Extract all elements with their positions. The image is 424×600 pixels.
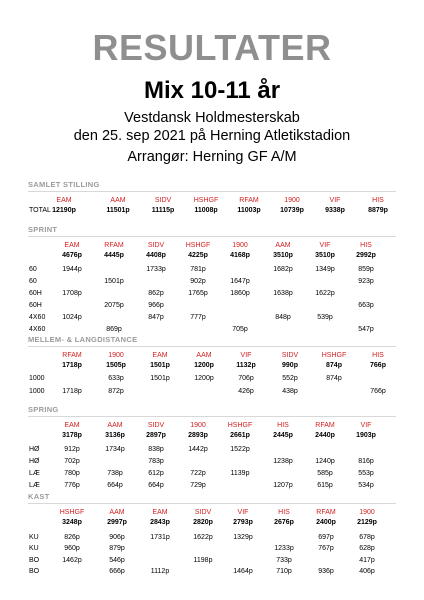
event-label: 4X60 xyxy=(29,326,46,333)
result-value: 1200p xyxy=(194,375,214,382)
result-value: 1349p xyxy=(315,266,335,273)
result-value: 1718p xyxy=(62,388,82,395)
event-label: 4X60 xyxy=(29,314,46,321)
team-club: EAM xyxy=(64,242,80,249)
result-value: 628p xyxy=(359,545,375,552)
event-label: KU xyxy=(29,534,39,541)
result-value: 552p xyxy=(282,375,298,382)
team-club: 1900 xyxy=(108,352,124,359)
team-club: RFAM xyxy=(239,197,259,204)
team-points: 11115p xyxy=(151,207,175,214)
section-divider xyxy=(28,503,396,504)
result-value: 1638p xyxy=(273,290,293,297)
section-title: SPRINT xyxy=(28,225,58,234)
result-value: 705p xyxy=(232,326,248,333)
result-value: 406p xyxy=(359,568,375,575)
result-value: 776p xyxy=(64,482,80,489)
result-value: 923p xyxy=(358,278,374,285)
event-date-venue: den 25. sep 2021 på Herning Atletikstadion xyxy=(73,128,351,144)
result-value: 826p xyxy=(64,534,80,541)
result-value: 729p xyxy=(190,482,206,489)
result-value: 738p xyxy=(107,470,123,477)
section-divider xyxy=(28,346,396,347)
results-title: RESULTATER xyxy=(92,27,332,68)
result-value: 766p xyxy=(370,388,386,395)
team-club: SIDV xyxy=(147,242,165,249)
team-points: 990p xyxy=(282,362,298,369)
result-value: 1207p xyxy=(273,482,293,489)
result-value: 664p xyxy=(107,482,123,489)
team-points: 2400p xyxy=(316,519,336,526)
result-value: 906p xyxy=(109,534,125,541)
team-club: VIF xyxy=(240,352,252,359)
section-title: KAST xyxy=(28,492,50,501)
event-label: HØ xyxy=(29,446,40,453)
section-title: SPRING xyxy=(28,405,59,414)
team-club: EAM xyxy=(56,197,72,204)
team-club: SIDV xyxy=(281,352,299,359)
result-value: 1734p xyxy=(105,446,125,453)
team-points: 11501p xyxy=(106,207,130,214)
result-value: 874p xyxy=(326,375,342,382)
team-points: 2893p xyxy=(188,432,208,439)
team-club: SIDV xyxy=(147,422,165,429)
team-points: 11003p xyxy=(237,207,261,214)
team-club: VIF xyxy=(319,242,331,249)
result-value: 1442p xyxy=(188,446,208,453)
section-title: MELLEM- & LANGDISTANCE xyxy=(28,335,138,344)
result-value: 612p xyxy=(148,470,164,477)
result-value: 781p xyxy=(190,266,206,273)
result-value: 1238p xyxy=(273,458,293,465)
team-points: 2997p xyxy=(107,519,127,526)
result-value: 1708p xyxy=(62,290,82,297)
team-club: EAM xyxy=(152,352,168,359)
team-points: 1132p xyxy=(236,362,256,369)
result-value: 2075p xyxy=(104,302,124,309)
result-value: 1522p xyxy=(230,446,250,453)
team-club: HSHGF xyxy=(321,352,347,359)
result-value: 664p xyxy=(148,482,164,489)
team-club: HSHGF xyxy=(227,422,253,429)
team-points: 2897p xyxy=(146,432,166,439)
category-title: Mix 10-11 år xyxy=(143,77,281,104)
result-value: 847p xyxy=(148,314,164,321)
team-points: 3510p xyxy=(315,252,335,259)
team-club: HIS xyxy=(372,352,384,359)
result-value: 722p xyxy=(190,470,206,477)
team-points: 4408p xyxy=(146,252,166,259)
result-value: 1329p xyxy=(233,534,253,541)
team-club: VIF xyxy=(329,197,341,204)
event-label: 60H xyxy=(29,290,42,297)
team-club: 1900 xyxy=(190,422,206,429)
team-points: 9338p xyxy=(325,207,345,214)
team-points: 3178p xyxy=(62,432,82,439)
event-label: 60 xyxy=(29,278,37,285)
result-value: 1733p xyxy=(146,266,166,273)
result-value: 1501p xyxy=(104,278,124,285)
team-club: 1900 xyxy=(284,197,300,204)
event-label: 1000 xyxy=(29,388,45,395)
result-value: 678p xyxy=(359,534,375,541)
event-label: LÆ xyxy=(29,470,40,477)
result-value: 777p xyxy=(190,314,206,321)
team-club: HSHGF xyxy=(193,197,219,204)
event-label: BO xyxy=(29,568,40,575)
team-club: SIDV xyxy=(154,197,172,204)
result-value: 438p xyxy=(282,388,298,395)
team-points: 2661p xyxy=(230,432,250,439)
team-club: HSHGF xyxy=(59,509,85,516)
team-club: HSHGF xyxy=(185,242,211,249)
result-value: 585p xyxy=(317,470,333,477)
team-points: 4168p xyxy=(230,252,250,259)
result-value: 417p xyxy=(359,557,375,564)
result-value: 966p xyxy=(148,302,164,309)
result-value: 816p xyxy=(358,458,374,465)
team-club: AAM xyxy=(107,422,123,429)
result-value: 1731p xyxy=(150,534,170,541)
result-value: 633p xyxy=(108,375,124,382)
result-value: 872p xyxy=(108,388,124,395)
team-points: 2129p xyxy=(357,519,377,526)
section-divider xyxy=(28,236,396,237)
team-points: 2992p xyxy=(356,252,376,259)
team-points: 8879p xyxy=(368,207,388,214)
team-points: 11008p xyxy=(194,207,218,214)
team-points: 12190p xyxy=(52,207,76,214)
result-value: 1682p xyxy=(273,266,293,273)
result-value: 666p xyxy=(109,568,125,575)
organizer: Arrangør: Herning GF A/M xyxy=(127,149,297,165)
result-value: 1622p xyxy=(315,290,335,297)
result-value: 1112p xyxy=(150,568,170,575)
event-label: BO xyxy=(29,557,40,564)
team-points: 2676p xyxy=(274,519,294,526)
event-label: 60H xyxy=(29,302,42,309)
result-value: 848p xyxy=(275,314,291,321)
section-divider xyxy=(28,416,396,417)
team-points: 4676p xyxy=(62,252,82,259)
team-points: 766p xyxy=(370,362,386,369)
event-label: LÆ xyxy=(29,482,40,489)
team-club: AAM xyxy=(275,242,291,249)
team-club: RFAM xyxy=(315,422,335,429)
result-value: 539p xyxy=(317,314,333,321)
team-club: SIDV xyxy=(194,509,212,516)
team-club: AAM xyxy=(110,197,126,204)
team-points: 2445p xyxy=(273,432,293,439)
team-club: VIF xyxy=(360,422,372,429)
result-value: 1647p xyxy=(230,278,250,285)
result-value: 426p xyxy=(238,388,254,395)
result-value: 783p xyxy=(148,458,164,465)
team-club: EAM xyxy=(64,422,80,429)
team-club: HIS xyxy=(372,197,384,204)
result-value: 1240p xyxy=(315,458,335,465)
team-club: RFAM xyxy=(316,509,336,516)
team-points: 1505p xyxy=(106,362,126,369)
result-value: 912p xyxy=(64,446,80,453)
team-club: VIF xyxy=(237,509,249,516)
team-points: 4225p xyxy=(188,252,208,259)
section-divider xyxy=(28,191,396,192)
result-value: 553p xyxy=(358,470,374,477)
team-club: AAM xyxy=(196,352,212,359)
section-title: SAMLET STILLING xyxy=(28,180,100,189)
result-value: 663p xyxy=(358,302,374,309)
team-points: 2843p xyxy=(150,519,170,526)
result-value: 1501p xyxy=(150,375,170,382)
result-value: 767p xyxy=(318,545,334,552)
team-club: 1900 xyxy=(359,509,375,516)
result-value: 733p xyxy=(276,557,292,564)
team-points: 1501p xyxy=(150,362,170,369)
result-value: 1024p xyxy=(62,314,82,321)
team-points: 4445p xyxy=(104,252,124,259)
result-value: 862p xyxy=(148,290,164,297)
result-value: 859p xyxy=(358,266,374,273)
team-club: 1900 xyxy=(232,242,248,249)
result-value: 1139p xyxy=(230,470,250,477)
event-label: KU xyxy=(29,545,39,552)
result-value: 1860p xyxy=(230,290,250,297)
team-club: RFAM xyxy=(62,352,82,359)
result-value: 697p xyxy=(318,534,334,541)
team-points: 10739p xyxy=(280,207,304,214)
result-value: 902p xyxy=(190,278,206,285)
result-value: 1198p xyxy=(193,557,213,564)
result-value: 1464p xyxy=(233,568,253,575)
team-points: 2793p xyxy=(233,519,253,526)
result-value: 780p xyxy=(64,470,80,477)
result-value: 546p xyxy=(109,557,125,564)
team-points: 2820p xyxy=(193,519,213,526)
event-label: HØ xyxy=(29,458,40,465)
team-club: RFAM xyxy=(104,242,124,249)
team-club: HIS xyxy=(278,509,290,516)
result-value: 1462p xyxy=(62,557,82,564)
result-value: 936p xyxy=(318,568,334,575)
team-club: AAM xyxy=(109,509,125,516)
result-value: 1233p xyxy=(274,545,294,552)
result-value: 706p xyxy=(238,375,254,382)
team-club: HIS xyxy=(277,422,289,429)
result-value: 702p xyxy=(64,458,80,465)
team-points: 3510p xyxy=(273,252,293,259)
result-value: 534p xyxy=(358,482,374,489)
result-value: 879p xyxy=(109,545,125,552)
result-value: 1765p xyxy=(188,290,208,297)
team-club: EAM xyxy=(152,509,168,516)
result-value: 960p xyxy=(64,545,80,552)
result-value: 547p xyxy=(358,326,374,333)
result-value: 615p xyxy=(317,482,333,489)
result-value: 1622p xyxy=(193,534,213,541)
team-club: HIS xyxy=(360,242,372,249)
event-label: 1000 xyxy=(29,375,45,382)
event-name: Vestdansk Holdmesterskab xyxy=(124,110,300,126)
team-points: 2440p xyxy=(315,432,335,439)
result-value: 869p xyxy=(106,326,122,333)
event-label: 60 xyxy=(29,266,37,273)
team-points: 3248p xyxy=(62,519,82,526)
team-points: 1200p xyxy=(194,362,214,369)
team-points: 874p xyxy=(326,362,342,369)
team-points: 3136p xyxy=(105,432,125,439)
total-label: TOTAL xyxy=(29,207,51,214)
team-points: 1903p xyxy=(356,432,376,439)
team-points: 1718p xyxy=(62,362,82,369)
result-value: 710p xyxy=(276,568,292,575)
result-value: 1944p xyxy=(62,266,82,273)
result-value: 838p xyxy=(148,446,164,453)
